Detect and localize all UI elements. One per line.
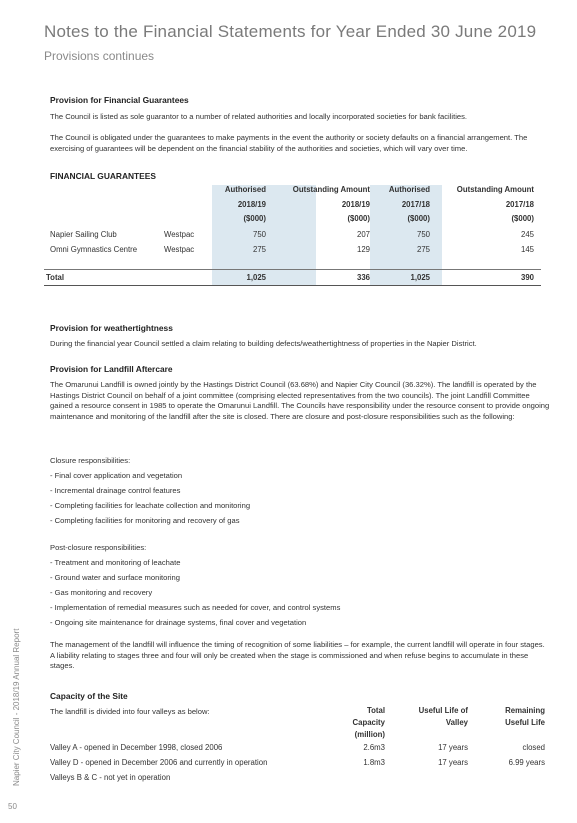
financial-guarantees-table-title: FINANCIAL GUARANTEES: [50, 171, 156, 181]
column-year: 2017/18: [401, 200, 430, 209]
capacity-col-total: Total: [366, 706, 385, 715]
capacity-col-remaining: Useful Life: [505, 718, 545, 727]
landfill-heading: Provision for Landfill Aftercare: [50, 364, 173, 374]
capacity-row-life: 17 years: [438, 758, 468, 767]
post-closure-item: - Ground water and surface monitoring: [50, 573, 181, 582]
capacity-row-total: 2.6m3: [363, 743, 385, 752]
capacity-row-label: Valleys B & C - not yet in operation: [50, 773, 171, 782]
column-header: Authorised: [224, 185, 266, 194]
table-cell: 145: [520, 245, 534, 254]
column-year: 2018/19: [341, 200, 370, 209]
page-subtitle: Provisions continues: [44, 49, 155, 63]
weathertightness-text: During the financial year Council settled a claim relating to building defects/weathertightness of properties in the Napier District.: [50, 339, 477, 348]
total-rule-top: [44, 269, 541, 270]
table-cell: 129: [356, 245, 370, 254]
column-header: Outstanding Amount: [456, 185, 534, 194]
capacity-row-remaining: 6.99 years: [508, 758, 545, 767]
capacity-col-life: Valley: [445, 718, 468, 727]
capacity-row-life: 17 years: [438, 743, 468, 752]
closure-title: Closure responsibilities:: [50, 456, 131, 465]
column-unit: ($000): [511, 214, 534, 223]
total-label: Total: [46, 273, 65, 282]
table-cell: 275: [252, 245, 266, 254]
capacity-heading: Capacity of the Site: [50, 691, 128, 701]
table-row-name: Napier Sailing Club: [50, 230, 117, 239]
total-rule-bottom: [44, 285, 541, 286]
total-cell: 1,025: [410, 273, 430, 282]
capacity-row-total: 1.8m3: [363, 758, 385, 767]
table-cell: 750: [252, 230, 266, 239]
capacity-row-label: Valley A - opened in December 1998, closed 2006: [50, 743, 223, 752]
post-closure-item: - Implementation of remedial measures such as needed for cover, and control systems: [50, 603, 341, 612]
page-title: Notes to the Financial Statements for Year Ended 30 June 2019: [44, 22, 537, 41]
guarantees-heading: Provision for Financial Guarantees: [50, 95, 189, 105]
column-unit: ($000): [243, 214, 266, 223]
capacity-col-total: (million): [354, 730, 385, 739]
table-row-name: Omni Gymnastics Centre: [50, 245, 138, 254]
guarantees-paragraph-1: The Council is listed as sole guarantor to a number of related authorities and locally incorporated societies for bank facilities.: [50, 112, 468, 121]
post-closure-item: - Gas monitoring and recovery: [50, 588, 153, 597]
post-closure-item: - Treatment and monitoring of leachate: [50, 558, 181, 567]
column-unit: ($000): [407, 214, 430, 223]
guarantees-paragraph-2: The Council is obligated under the guarantees to make payments in the event the authority or society defaults on a financial arrangement. The exercising of guarantees will be dependent on the financial stability of the authorities and societies, which will vary over time.: [50, 133, 528, 153]
total-cell: 1,025: [246, 273, 266, 282]
total-cell: 336: [356, 273, 370, 282]
page-number: 50: [8, 802, 17, 811]
table-cell: 245: [520, 230, 534, 239]
capacity-intro: The landfill is divided into four valleys as below:: [50, 707, 210, 716]
capacity-col-remaining: Remaining: [505, 706, 545, 715]
table-row-bank: Westpac: [164, 245, 195, 254]
closure-item: - Completing facilities for monitoring and recovery of gas: [50, 516, 240, 525]
capacity-row-label: Valley D - opened in December 2006 and currently in operation: [50, 758, 268, 767]
table-cell: 207: [356, 230, 370, 239]
closure-item: - Final cover application and vegetation: [50, 471, 183, 480]
capacity-row-remaining: closed: [522, 743, 545, 752]
side-report-label: Napier City Council - 2018/19 Annual Report: [12, 628, 21, 786]
column-unit: ($000): [347, 214, 370, 223]
column-year: 2018/19: [237, 200, 266, 209]
column-year: 2017/18: [505, 200, 534, 209]
post-closure-item: - Ongoing site maintenance for drainage systems, final cover and vegetation: [50, 618, 307, 627]
table-row-bank: Westpac: [164, 230, 195, 239]
post-closure-title: Post-closure responsibilities:: [50, 543, 147, 552]
closure-item: - Completing facilities for leachate collection and monitoring: [50, 501, 251, 510]
column-header: Authorised: [388, 185, 430, 194]
table-cell: 275: [416, 245, 430, 254]
landfill-management-text: The management of the landfill will influence the timing of recognition of some liabilities – for example, the current landfill will operate in four stages. A liability relating to stages three and four will only be created when the stage is commissioned and when refuse begins to accumulate in these stages.: [50, 640, 545, 671]
landfill-text: The Omarunui Landfill is owned jointly by the Hastings District Council (63.68%) and Napier City Council (36.32%). The landfill is operated by the Hastings District Council on behalf of a joint committee (comprising elected representatives from the two councils). The joint Landfill Committee gained a resource consent in 1985 to operate the Omarunui Landfill. The Councils have responsibility under the resource consent to provide ongoing maintenance and monitoring of the landfill after the site is closed. There are closure and post-closure responsibilities such as the following:: [50, 380, 550, 421]
table-cell: 750: [416, 230, 430, 239]
capacity-col-total: Capacity: [352, 718, 385, 727]
closure-item: - Incremental drainage control features: [50, 486, 181, 495]
capacity-col-life: Useful Life of: [418, 706, 468, 715]
total-cell: 390: [520, 273, 534, 282]
weathertightness-heading: Provision for weathertightness: [50, 323, 173, 333]
column-header: Outstanding Amount: [292, 185, 370, 194]
